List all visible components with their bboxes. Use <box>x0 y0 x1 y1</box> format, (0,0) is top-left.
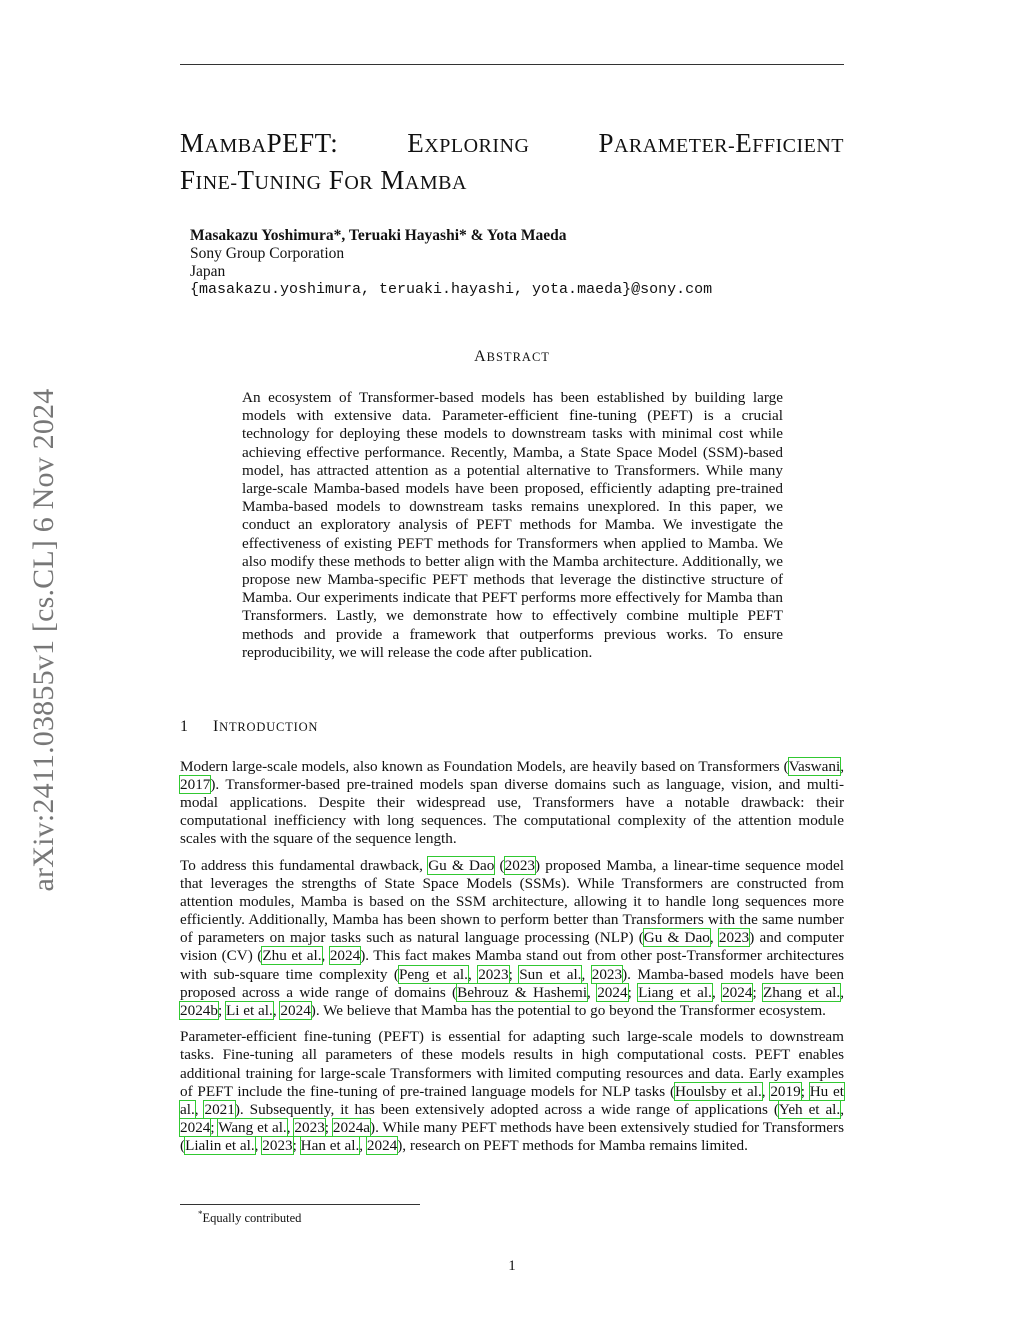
arxiv-identifier[interactable]: arXiv:2411.03855v1 [cs.CL] 6 Nov 2024 <box>27 388 60 892</box>
citation-link[interactable]: 2024 <box>329 947 361 965</box>
citation-link[interactable]: 2023 <box>591 965 623 983</box>
title-line-2: FINE-TUNING FOR MAMBA <box>180 165 467 195</box>
citation-link[interactable]: 2023 <box>504 856 535 874</box>
citation-link[interactable]: Sun et al. <box>519 965 582 983</box>
citation-link[interactable]: 2024 <box>366 1136 398 1154</box>
abstract-heading: ABSTRACT <box>474 348 550 365</box>
citation-link[interactable]: Liang et al. <box>638 983 712 1001</box>
author-block <box>190 227 712 299</box>
title-line-1: MAMBAPEFT: EXPLORING PARAMETER-EFFICIENT <box>180 128 845 158</box>
citation-link[interactable]: Hu et al. <box>180 1082 844 1118</box>
citation-link[interactable]: Houlsby et al. <box>675 1082 762 1100</box>
citation-link[interactable]: 2024b <box>180 1001 218 1019</box>
affiliation: Sony Group Corporation <box>190 245 345 262</box>
citation-link[interactable]: 2024 <box>597 983 628 1001</box>
citation-link[interactable]: Gu & Dao <box>643 929 710 947</box>
citation-link[interactable]: Zhang et al. <box>763 983 841 1001</box>
footnote: *Equally contributed <box>198 1209 302 1226</box>
page-number: 1 <box>508 1258 516 1274</box>
footnote-rule <box>180 1204 420 1205</box>
citation-link[interactable]: Li et al. <box>226 1001 273 1019</box>
author-emails[interactable]: {masakazu.yoshimura, teruaki.hayashi, yota.maeda}@sony.com <box>190 281 713 298</box>
citation-link[interactable]: 2019 <box>770 1082 801 1100</box>
citation-link[interactable]: Gu & Dao <box>428 856 495 874</box>
paper-title <box>180 126 844 200</box>
citation-link[interactable]: Behrouz & Hashemi <box>457 983 588 1001</box>
citation-link[interactable]: 2024 <box>280 1001 311 1019</box>
abstract-text: An ecosystem of Transformer-based models has been established by building large models with extensive data. Parameter-efficient fine-tuning (PEFT) is a crucial technology for deploying these models to downstream tasks with minimal cost while achieving effective performance. Recently, Mamba, a State Space Model (SSM)-based model, has attracted attention as a potential alternative to Transformers. While many large-scale Mamba-based models have been proposed, efficiently adapting pre-trained Mamba-based models to downstream tasks remains unexplored. In this paper, we conduct an exploratory analysis of PEFT methods for Mamba. We investigate the effectiveness of existing PEFT methods for Transformers when applied to Mamba. We also modify these methods to better align with the Mamba architecture. Additionally, we propose new Mamba-specific PEFT methods that leverage the distinctive structure of Mamba. Our experiments indicate that PEFT performs more effectively for Mamba than Transformers. Lastly, we demonstrate how to effectively combine multiple PEFT methods and provide a framework that outperforms previous works. To ensure reproducibility, we will release the code after publication. <box>242 389 783 661</box>
citation-link[interactable]: Han et al. <box>300 1136 360 1154</box>
citation-link[interactable]: 2024 <box>180 1118 211 1136</box>
footnote-text: Equally contributed <box>202 1211 302 1226</box>
citation-link[interactable]: 2024a <box>332 1118 371 1136</box>
author-names: Masakazu Yoshimura*, Teruaki Hayashi* & Yota Maeda <box>190 227 567 244</box>
introduction-body <box>180 758 844 1163</box>
section-number: 1 <box>180 718 189 735</box>
citation-link[interactable]: Lialin et al. <box>185 1136 255 1154</box>
citation-link[interactable]: 2023 <box>262 1136 293 1154</box>
paragraph: To address this fundamental drawback, Gu & Dao (2023) proposed Mamba, a linear-time sequence model that leverages the strengths of State Space Models (SSMs). While Transformers are constructed from attention modules, Mamba is based on the SSM architecture, allowing it to handle long sequences more efficiently. Additionally, Mamba has been shown to perform better than Transformers with the same number of parameters on major tasks such as natural language processing (NLP) (Gu & Dao, 2023) and computer vision (CV) (Zhu et al., 2024). This fact makes Mamba stand out from other post-Transformer architectures with sub-square time complexity (Peng et al., 2023; Sun et al., 2023). Mamba-based models have been proposed across a wide range of domains (Behrouz & Hashemi, 2024; Liang et al., 2024; Zhang et al., 2024b; Li et al., 2024). We believe that Mamba has the potential to go beyond the Transformer ecosystem. <box>180 856 845 1019</box>
citation-link[interactable]: 2023 <box>294 1118 325 1136</box>
paragraph: Parameter-efficient fine-tuning (PEFT) is essential for adapting such large-scale models to downstream tasks. Fine-tuning all parameters of these models results in high computational costs. PEFT enables additional training for large-scale Transformers with limited computing resources and data. Early examples of PEFT include the fine-tuning of pre-trained language models for NLP tasks (Houlsby et al., 2019; Hu et al., 2021). Subsequently, it has been extensively adopted across a wide range of applications (Yeh et al., 2024; Wang et al., 2023; 2024a). While many PEFT methods have been extensively studied for Transformers (Lialin et al., 2023; Han et al., 2024), research on PEFT methods for Mamba remains limited. <box>180 1028 844 1154</box>
section-title: INTRODUCTION <box>213 718 319 735</box>
citation-link[interactable]: Wang et al. <box>218 1118 287 1136</box>
citation-link[interactable]: 2023 <box>718 929 750 947</box>
paragraph: Modern large-scale models, also known as Foundation Models, are heavily based on Transformers (Vaswani, 2017). Transformer-based pre-trained models span diverse domains such as language, vision, and multi-modal applications. Despite their widespread use, Transformers have a notable drawback: their computational inefficiency with long sequences. The computational complexity of the attention module scales with the square of the sequence length. <box>180 758 844 848</box>
citation-link[interactable]: Zhu et al. <box>262 947 322 965</box>
section-heading <box>180 718 318 736</box>
citation-link[interactable]: 2021 <box>204 1100 235 1118</box>
citation-link[interactable]: 2024 <box>722 983 753 1001</box>
top-rule <box>180 64 844 65</box>
citation-link[interactable]: Peng et al. <box>398 965 468 983</box>
country: Japan <box>190 263 226 280</box>
citation-link[interactable]: 2023 <box>478 965 509 983</box>
citation-link[interactable]: Vaswani <box>788 758 841 775</box>
citation-link[interactable]: 2017 <box>180 776 211 794</box>
citation-link[interactable]: Yeh et al. <box>778 1100 841 1118</box>
